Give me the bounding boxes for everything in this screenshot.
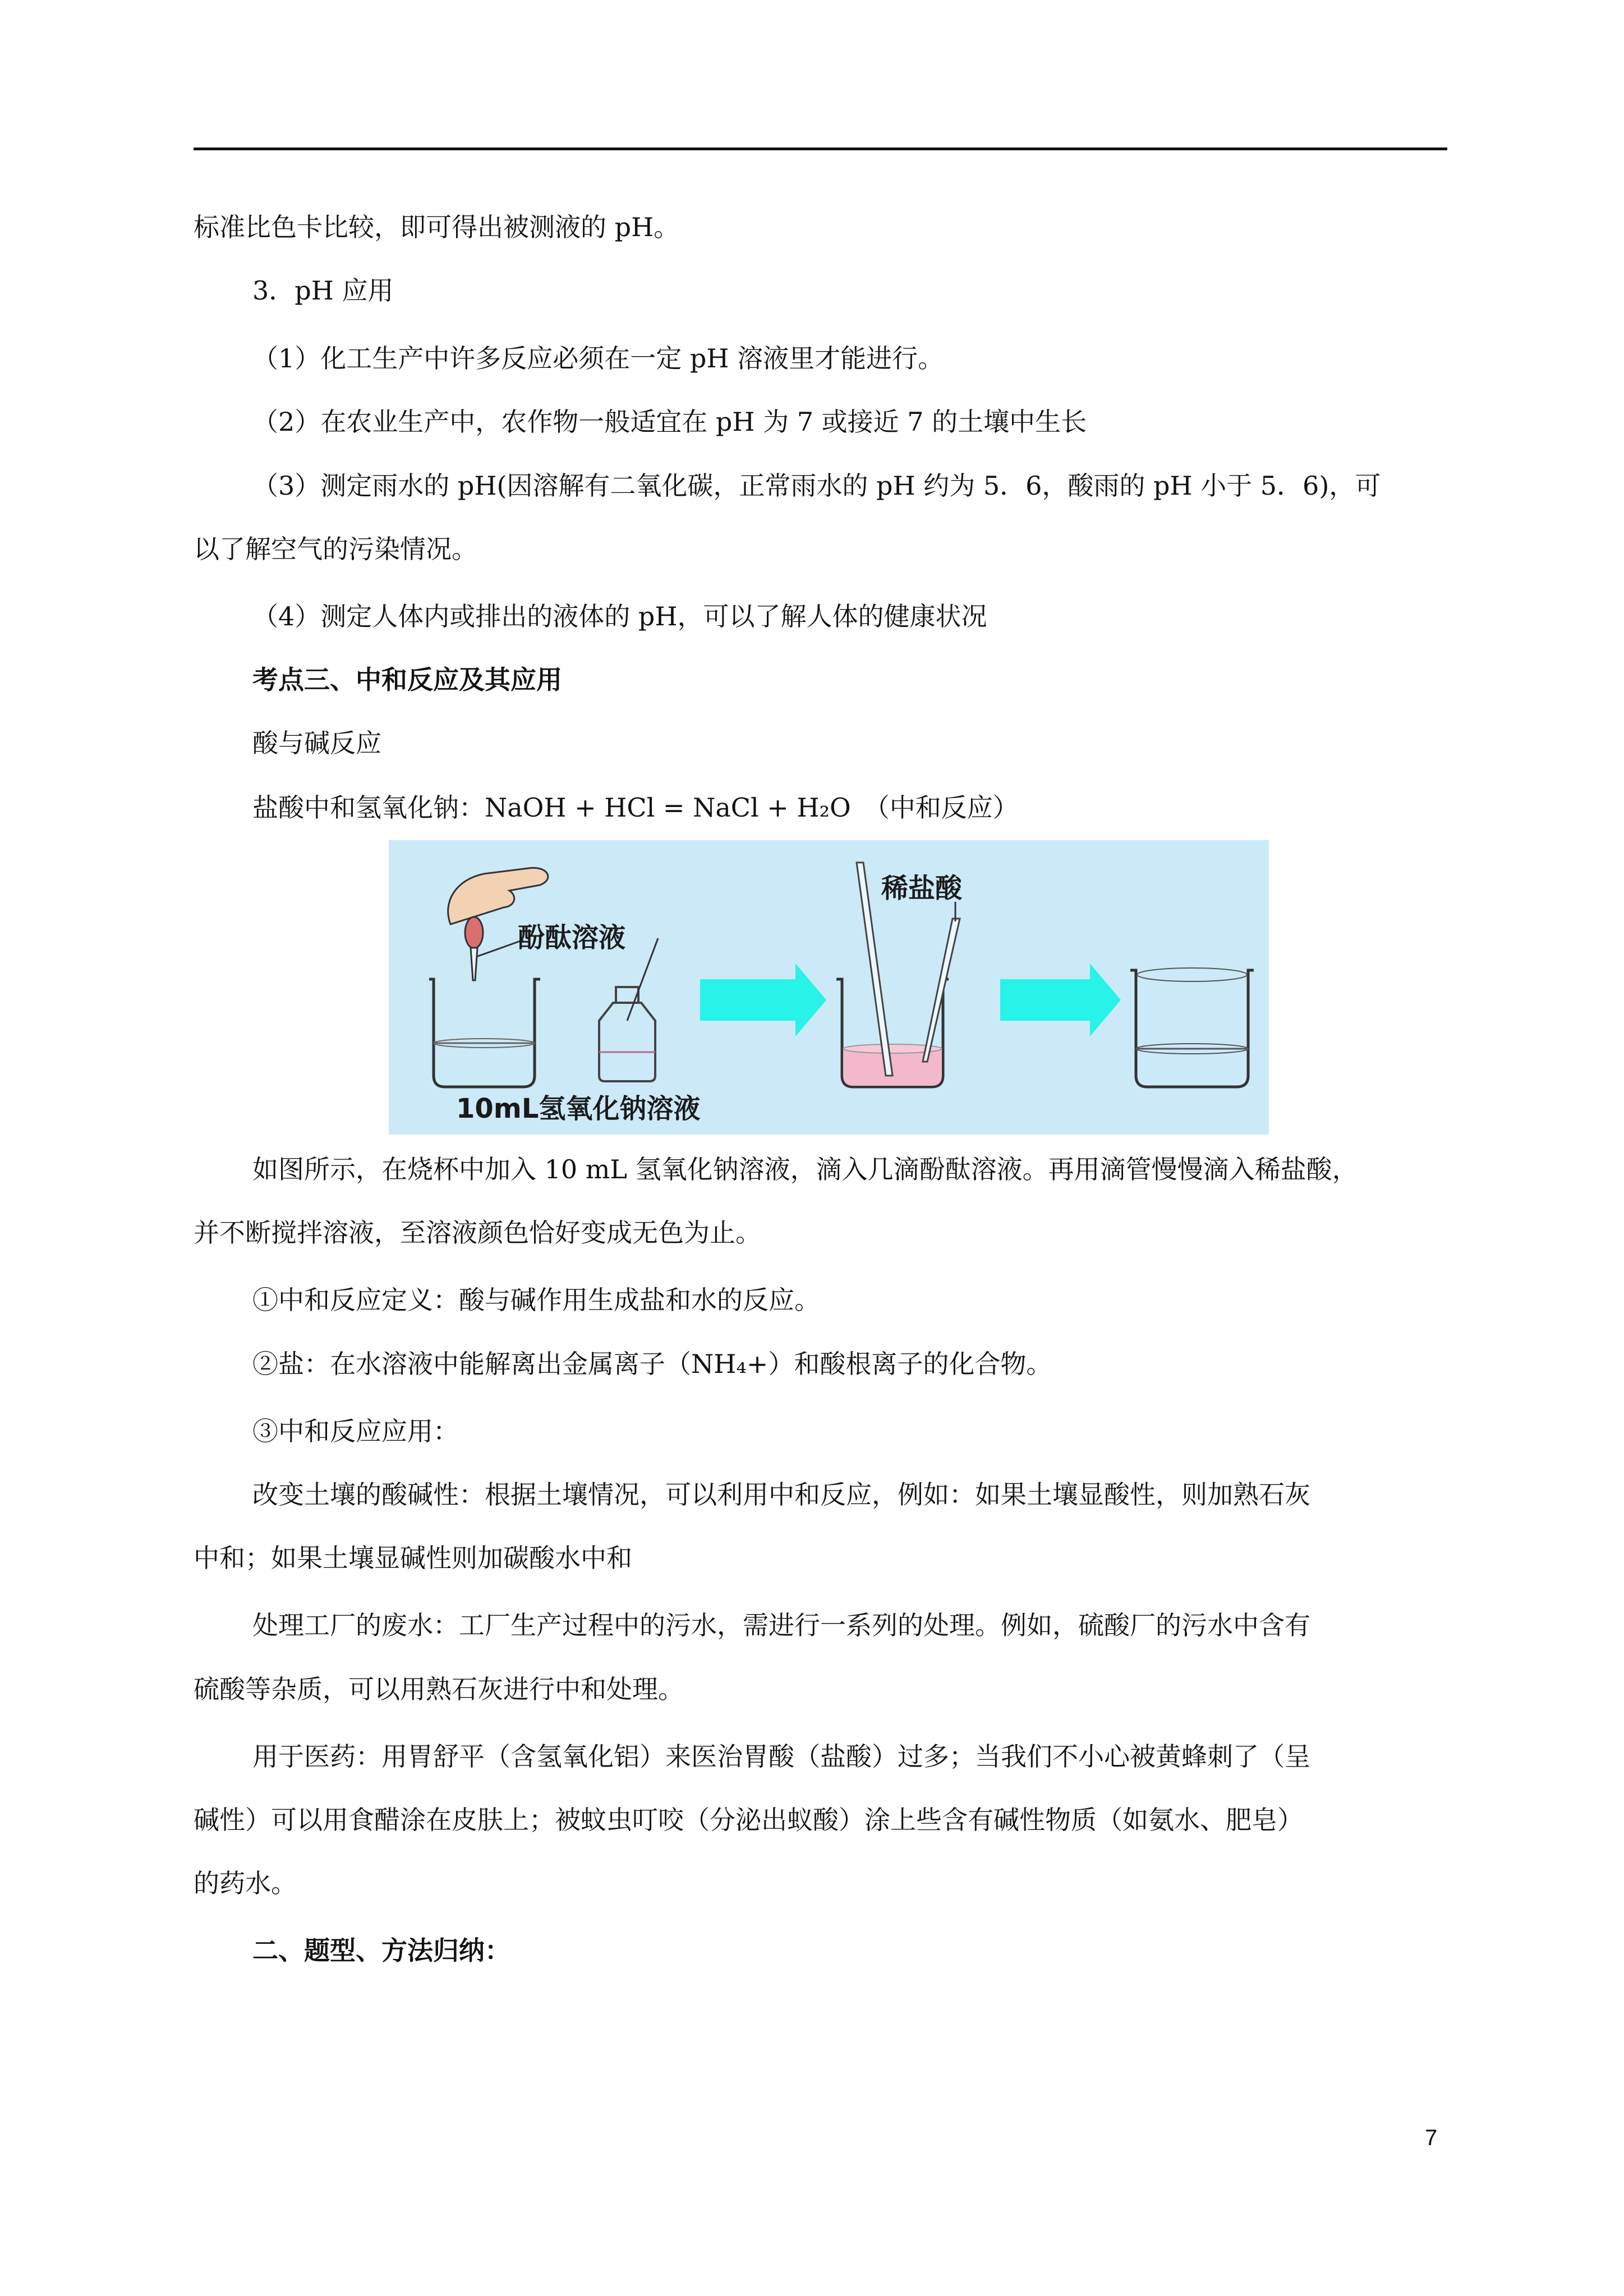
line-18: 处理工厂的废水：工厂生产过程中的污水，需进行一系列的处理。例如，硫酸厂的污水中含有 — [252, 1610, 1310, 1640]
line-17: 中和；如果土壤显碱性则加碳酸水中和 — [194, 1543, 632, 1573]
arrow-right-icon — [700, 963, 826, 1036]
line-14: ②盐：在水溶液中能解离出金属离子（NH₄+）和酸根离子的化合物。 — [252, 1349, 1052, 1379]
arrow-right-icon — [1000, 963, 1121, 1036]
hand-icon — [448, 868, 548, 924]
line-6: 以了解空气的污染情况。 — [194, 534, 477, 564]
line-3: （1）化工生产中许多反应必须在一定 pH 溶液里才能进行。 — [252, 343, 944, 374]
line-4: （2）在农业生产中，农作物一般适宜在 pH 为 7 或接近 7 的土壤中生长 — [252, 407, 1087, 437]
line-1: 标准比色卡比较，即可得出被测液的 pH。 — [194, 212, 680, 242]
dropper-2-icon — [923, 902, 960, 1062]
section-heading-2: 二、题型、方法归纳： — [252, 1935, 510, 1966]
line-7: （4）测定人体内或排出的液体的 pH，可以了解人体的健康状况 — [252, 601, 987, 631]
line-12: 并不断搅拌溶液，至溶液颜色恰好变成无色为止。 — [194, 1218, 761, 1248]
equation-line: 盐酸中和氢氧化钠：NaOH + HCl = NaCl + H₂O （中和反应） — [252, 792, 1019, 823]
beaker-1-icon — [429, 979, 540, 1087]
beaker-3-icon — [1130, 968, 1254, 1087]
line-20: 用于医药：用胃舒平（含氢氧化铝）来医治胃酸（盐酸）过多；当我们不小心被黄蜂刺了（呈 — [252, 1741, 1310, 1772]
line-16: 改变土壤的酸碱性：根据土壤情况，可以利用中和反应，例如：如果土壤显酸性，则加熟石灰 — [252, 1479, 1310, 1510]
label-phenolphthalein: 酚酞溶液 — [518, 922, 626, 953]
line-11: 如图所示，在烧杯中加入 10 mL 氢氧化钠溶液，滴入几滴酚酞溶液。再用滴管慢慢滴入稀盐酸， — [252, 1154, 1358, 1184]
label-hcl: 稀盐酸 — [881, 873, 963, 904]
section-heading-3: 考点三、中和反应及其应用 — [252, 665, 562, 695]
line-13: ①中和反应定义：酸与碱作用生成盐和水的反应。 — [252, 1285, 820, 1315]
header-rule — [194, 147, 1447, 150]
line-21: 碱性）可以用食醋涂在皮肤上；被蚊虫叮咬（分泌出蚁酸）涂上些含有碱性物质（如氨水、肥皂） — [194, 1805, 1303, 1835]
reagent-bottle-icon — [599, 938, 658, 1081]
label-naoh: 10mL氢氧化钠溶液 — [456, 1093, 701, 1124]
line-22: 的药水。 — [194, 1868, 297, 1898]
line-9: 酸与碱反应 — [252, 728, 381, 758]
dropper-bulb-icon — [465, 917, 483, 948]
line-2: 3．pH 应用 — [252, 275, 394, 306]
line-5: （3）测定雨水的 pH(因溶解有二氧化碳，正常雨水的 pH 约为 5．6，酸雨的 pH 小于 5．6)，可 — [252, 471, 1381, 501]
dropper-tube-icon — [471, 948, 477, 980]
line-19: 硫酸等杂质，可以用熟石灰进行中和处理。 — [194, 1674, 684, 1704]
page-number: 7 — [1425, 2126, 1438, 2150]
line-15: ③中和反应应用： — [252, 1416, 459, 1446]
neutralization-figure — [389, 840, 1269, 1135]
